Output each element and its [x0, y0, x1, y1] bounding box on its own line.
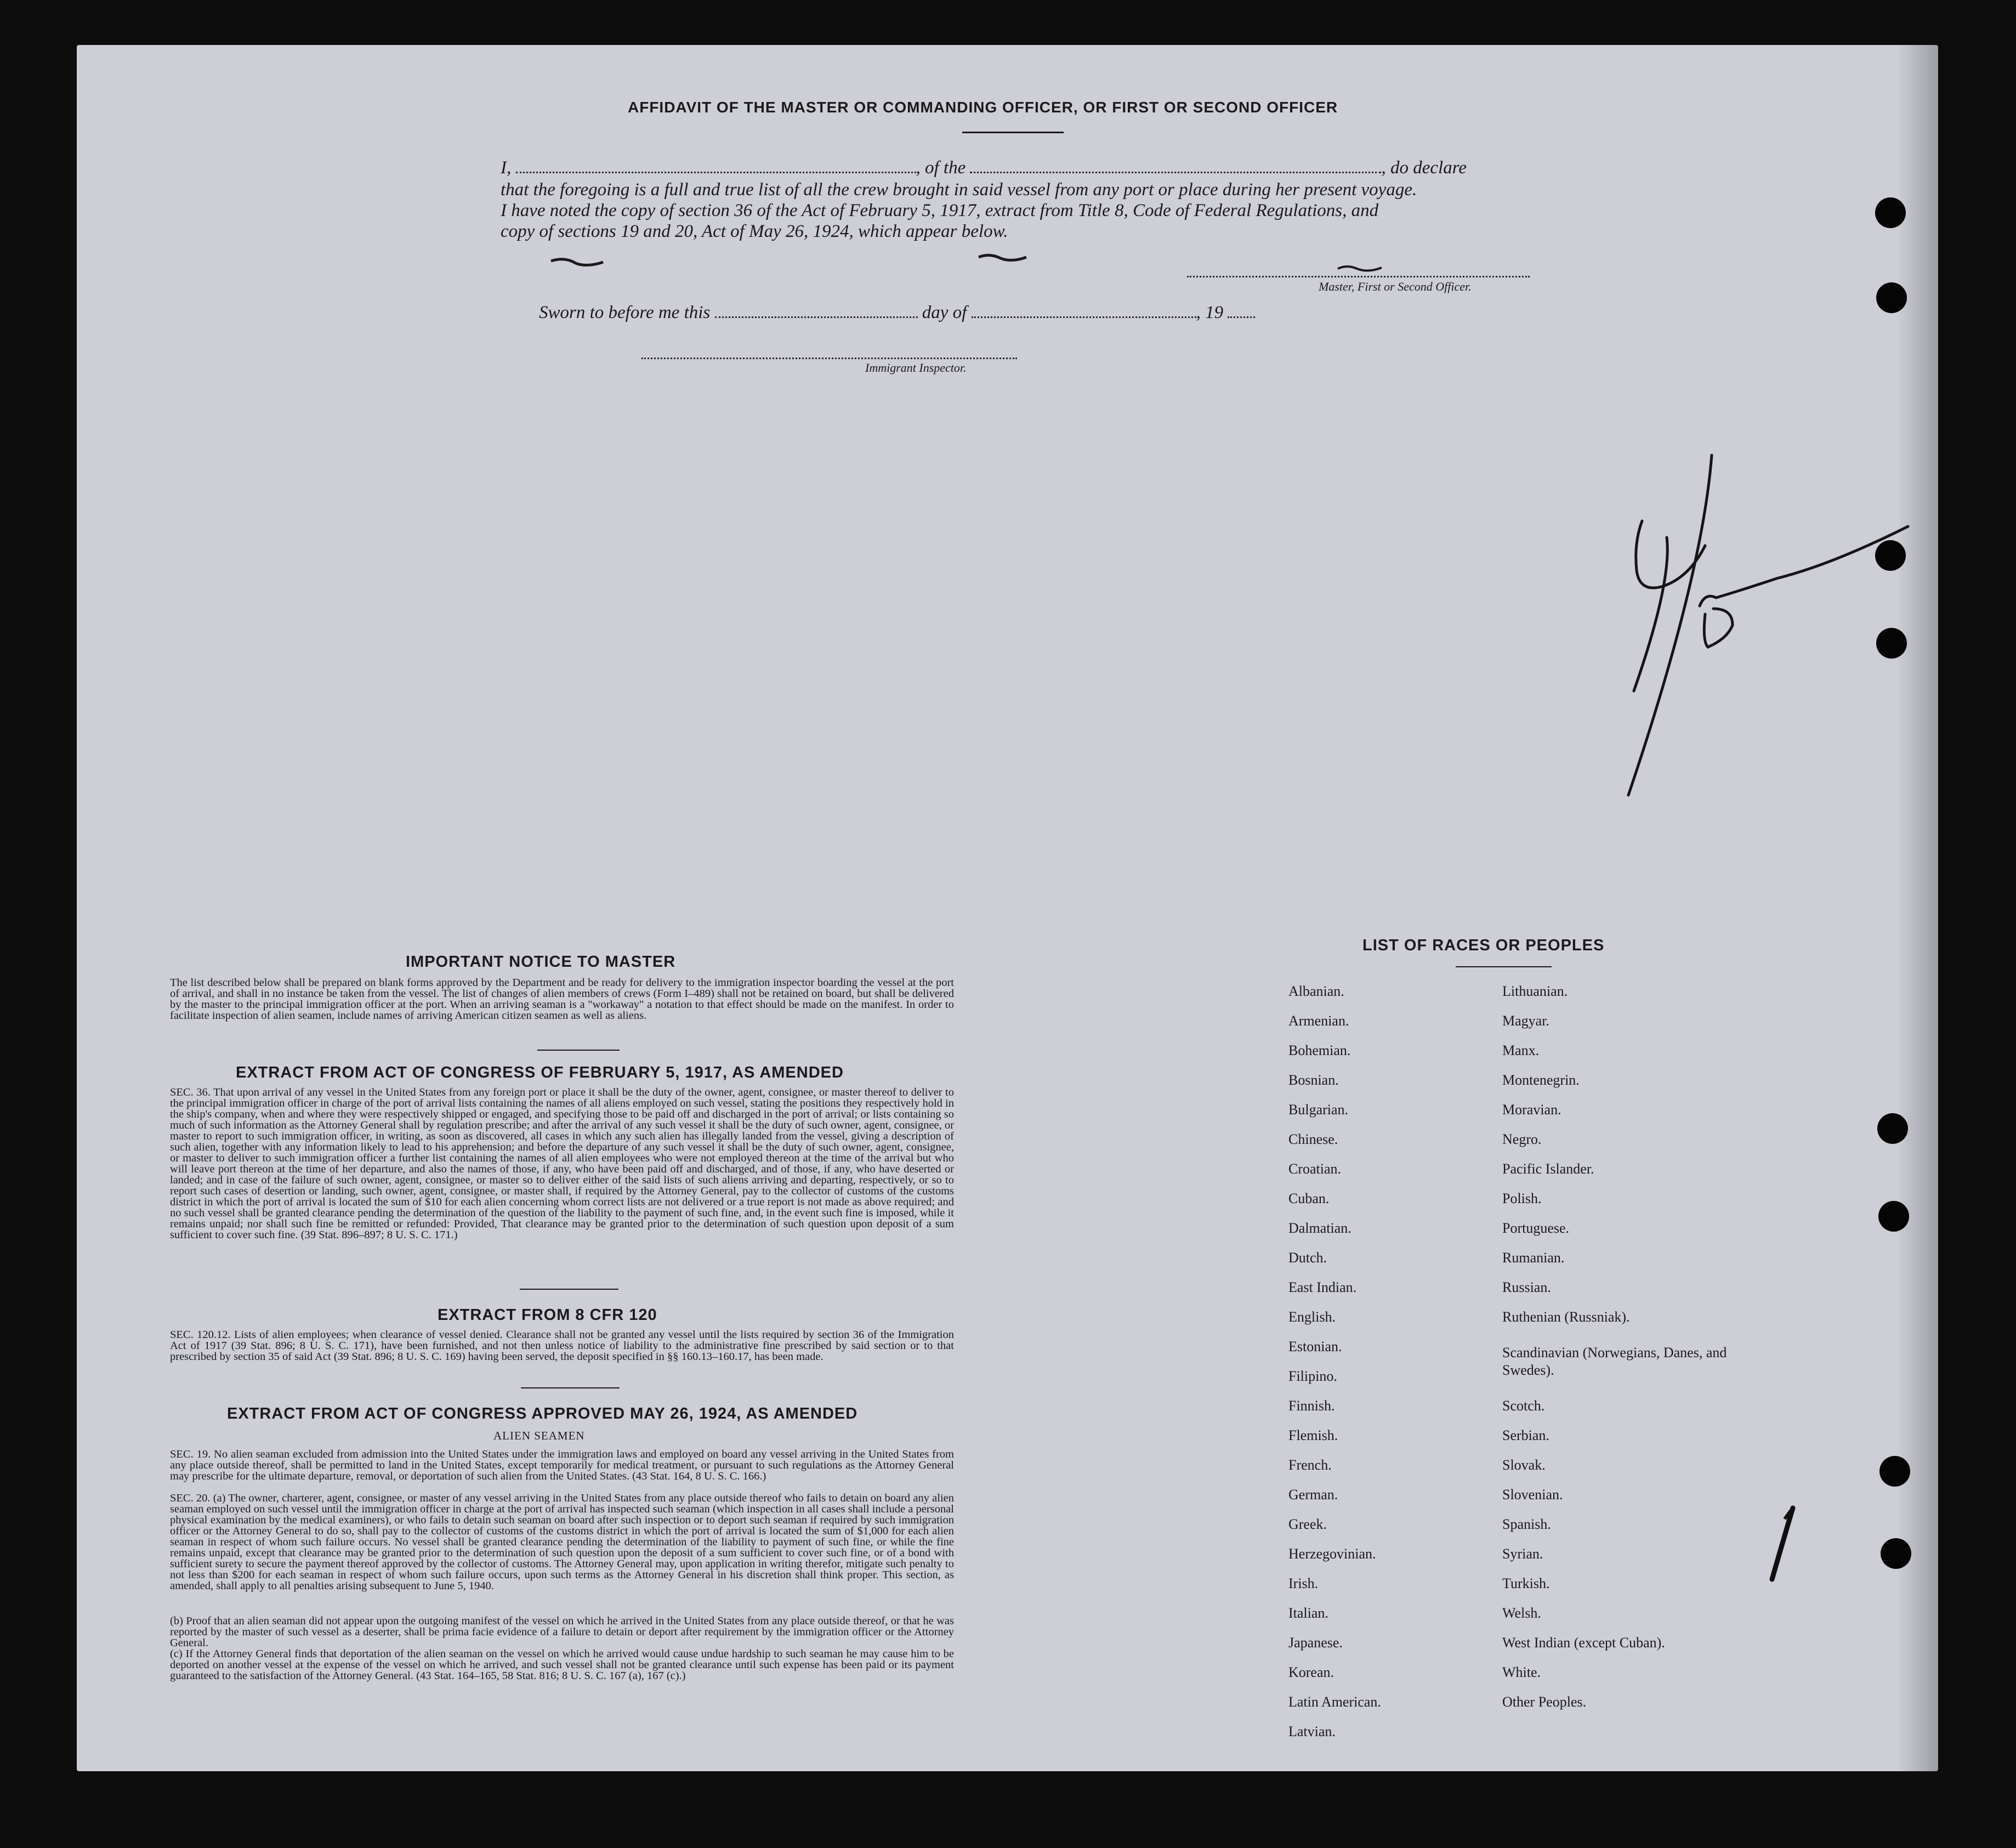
- race-item: White.: [1502, 1664, 1541, 1680]
- affidavit-of-the: , of the: [916, 158, 966, 178]
- section-19: SEC. 19. No alien seaman excluded from admission into the United States under the immigration laws and employed on board any vessel arriving in the United States from any place outside thereof, shall be permitted to land in the United States, except temporarily for medical treatment, or pursuant to such regulations as the Attorney General may prescribe for the ultimate departure, removal, or deportation of such alien from the United States. (43 Stat. 164, 8 U. S. C. 166.): [170, 1448, 954, 1482]
- punch-hole: [1877, 1113, 1908, 1144]
- alien-seamen-subtitle: ALIEN SEAMEN: [493, 1429, 585, 1442]
- race-item: Finnish.: [1288, 1398, 1335, 1414]
- race-item: Latin American.: [1288, 1694, 1381, 1710]
- affidavit-line-2: that the foregoing is a full and true list of all the crew brought in said vessel from any port or place during her present voyage.: [501, 180, 1417, 200]
- master-signature-line: [1187, 276, 1530, 277]
- race-item: Bosnian.: [1288, 1072, 1339, 1088]
- affidavit-line-4: copy of sections 19 and 20, Act of May 26, 1924, which appear below.: [501, 222, 1008, 241]
- extract-cfr-body: SEC. 120.12. Lists of alien employees; when clearance of vessel denied. Clearance shall not be granted any vessel until the lists required by section 36 of the Immigration Act of 1917 (39 Stat. 896; 8 U. S. C. 171), have been furnished, and not then unless notice of liability to the administrative fine prescribed by said section or to that prescribed by section 35 of said Act (39 Stat. 896; 8 U. S. C. 169) having been served, the deposit specified in §§ 160.13–160.17, has been made.: [170, 1329, 954, 1363]
- race-item: Filipino.: [1288, 1368, 1337, 1384]
- affidavit-line-1: [501, 158, 1531, 178]
- section-20a: SEC. 20. (a) The owner, charterer, agent, consignee, or master of any vessel arriving in the United States from any place outside thereof who fails to detain on board any alien seaman employed on such vessel until the immigration officer in charge at the port of arrival has inspected such seaman (which inspection in all cases shall include a personal physical examination by the medical examiners), or who fails to detain such seaman on board after such inspection or to deport such seaman if required by such immigration officer or the Attorney General to do so, shall pay to the collector of customs of the customs district in which the port of arrival is located the sum of $1,000 for each alien seaman in respect of whom such failure occurs. No vessel shall be granted clearance pending the determination of the liability to payment of such fine, or while the fine remains unpaid, except that clearance may be granted prior to the determination of such question upon the deposit of a sum sufficient to cover such fine, or of a bond with sufficient surety to secure the payment thereof approved by the collector of customs. The Attorney General may, upon application in writing therefor, mitigate such penalty to not less than $200 for each seaman in respect of whom such failure occurs, upon such terms as the Attorney General in his discretion shall think proper. This section, as amended, shall apply to all penalties arising subsequent to June 5, 1940.: [170, 1492, 954, 1592]
- punch-hole: [1876, 282, 1907, 313]
- race-item: Turkish.: [1502, 1575, 1550, 1591]
- sworn-text: Sworn to before me this: [539, 303, 711, 322]
- race-item: Estonian.: [1288, 1339, 1342, 1354]
- vessel-blank: [970, 172, 1381, 173]
- handwritten-tick: [976, 250, 1031, 266]
- affidavit-declare: , do declare: [1381, 158, 1467, 178]
- sworn-year: , 19: [1196, 303, 1224, 322]
- race-item: Spanish.: [1502, 1516, 1551, 1532]
- sworn-line: [539, 303, 1255, 323]
- race-item: Other Peoples.: [1502, 1694, 1587, 1710]
- race-item: Bulgarian.: [1288, 1102, 1349, 1118]
- race-item: Croatian.: [1288, 1161, 1342, 1177]
- race-item: Scandinavian (Norwegians, Danes, and Swedes).: [1502, 1345, 1727, 1378]
- race-item: Manx.: [1502, 1042, 1540, 1058]
- race-item: Dalmatian.: [1288, 1220, 1351, 1236]
- section-20b: (b) Proof that an alien seaman did not appear upon the outgoing manifest of the vessel on which he arrived in the United States from any place outside thereof, or that he was reported by the master of such vessel as a deserter, shall be prima facie evidence of a failure to detain or deport after requirement by the immigration officer or the Attorney General.: [170, 1615, 954, 1649]
- extract-1924-title: EXTRACT FROM ACT OF CONGRESS APPROVED MAY 26, 1924, AS AMENDED: [227, 1405, 858, 1422]
- race-item: Bohemian.: [1288, 1042, 1351, 1058]
- affidavit-i: I,: [501, 158, 512, 178]
- race-item: Polish.: [1502, 1191, 1542, 1206]
- extract-1917-body: SEC. 36. That upon arrival of any vessel in the United States from any foreign port or place it shall be the duty of the owner, agent, consignee, or master thereof to deliver to the principal immigration officer in charge of the port of arrival lists containing the names of all aliens employed on such vessel, stating the positions they respectively hold in the ship's company, when and where they were respectively shipped or engaged, and specifying those to be paid off and discharged in the port of arrival; or lists containing so much of such information as the Attorney General shall by regulation prescribe; and after the arrival of any such vessel it shall be the duty of such owner, agent, consignee, or master to report to such immigration officer, in writing, as soon as discovered, all cases in which any such alien has illegally landed from the vessel, giving a description of such alien, together with any information likely to lead to his apprehension; and before the departure of any such vessel it shall be the duty of such owner, agent, consignee, or master to deliver to such immigration officer a further list containing the names of all alien employees who were not employed thereon at the time of the arrival but who will leave port thereon at the time of her departure, and also the names of those, if any, who have been paid off and discharged, and of those, if any, who have deserted or landed; and in case of the failure of such owner, agent, consignee, or master so to deliver either of the said lists of such aliens arriving and departing, respectively, or so to report such cases of desertion or landing, such owner, agent, consignee, or master shall, if required by the Attorney General, pay to the collector of customs of the customs district in which the port of arrival is located the sum of $10 for each alien concerning whom correct lists are not delivered or a true report is not made as above required; and no such vessel shall be granted clearance pending the determination of the question of the liability to the payment of such fine, and, in the event such fine is imposed, while it remains unpaid; nor shall such fine be remitted or refunded: Provided, That clearance may be granted prior to the determination of such question upon deposit of a sum sufficient to cover such fine. (39 Stat. 896–897; 8 U. S. C. 171.): [170, 1086, 954, 1241]
- inspector-signature-line: [641, 358, 1017, 359]
- race-item: East Indian.: [1288, 1279, 1357, 1295]
- race-item: Welsh.: [1502, 1605, 1541, 1621]
- races-title: LIST OF RACES OR PEOPLES: [1362, 937, 1605, 954]
- extract-cfr-title: EXTRACT FROM 8 CFR 120: [438, 1306, 657, 1324]
- race-item: Herzegovinian.: [1288, 1546, 1376, 1562]
- race-item: Scotch.: [1502, 1398, 1545, 1414]
- divider: [537, 1050, 620, 1051]
- affidavit-title: AFFIDAVIT OF THE MASTER OR COMMANDING OFFICER, OR FIRST OR SECOND OFFICER: [628, 99, 1338, 116]
- race-item: Russian.: [1502, 1279, 1551, 1295]
- race-item: Greek.: [1288, 1516, 1327, 1532]
- affidavit-line-3: I have noted the copy of section 36 of the Act of February 5, 1917, extract from Title 8, Code of Federal Regulations, and: [501, 201, 1379, 220]
- divider: [520, 1289, 618, 1290]
- race-item: German.: [1288, 1487, 1338, 1503]
- race-item: Dutch.: [1288, 1250, 1327, 1266]
- races-column-2: [1502, 983, 1744, 1724]
- race-item: Magyar.: [1502, 1013, 1549, 1029]
- race-item: Moravian.: [1502, 1102, 1561, 1118]
- races-column-1: [1288, 983, 1486, 1753]
- race-item: Irish.: [1288, 1575, 1319, 1591]
- race-item: Negro.: [1502, 1131, 1542, 1147]
- race-item: Syrian.: [1502, 1546, 1543, 1562]
- sworn-year-blank: [1228, 316, 1255, 318]
- race-item: Slovak.: [1502, 1457, 1546, 1473]
- race-item: Serbian.: [1502, 1427, 1549, 1443]
- race-item: Armenian.: [1288, 1013, 1349, 1029]
- handwritten-tick: [548, 253, 609, 270]
- race-item: Slovenian.: [1502, 1487, 1563, 1503]
- race-item: Lithuanian.: [1502, 983, 1568, 999]
- divider: [962, 132, 1064, 133]
- punch-hole: [1875, 197, 1906, 228]
- notice-title: IMPORTANT NOTICE TO MASTER: [406, 953, 676, 971]
- inspector-caption: Immigrant Inspector.: [865, 361, 967, 375]
- section-20c: (c) If the Attorney General finds that deportation of the alien seaman on the vessel on which he arrived would cause undue hardship to such seaman he may cause him to be deported on another vessel at the expense of the vessel on which he arrived, and such vessel shall not be granted clearance until such expense has been paid or its payment guaranteed to the satisfaction of the Attorney General. (43 Stat. 164–165, 58 Stat. 816; 8 U. S. C. 167 (a), 167 (c).): [170, 1648, 954, 1682]
- divider: [1456, 966, 1552, 967]
- race-item: French.: [1288, 1457, 1332, 1473]
- race-item: Korean.: [1288, 1664, 1334, 1680]
- handwritten-fraction: [1524, 444, 1941, 806]
- extract-1917-title: EXTRACT FROM ACT OF CONGRESS OF FEBRUARY 5, 1917, AS AMENDED: [236, 1064, 844, 1081]
- race-item: Cuban.: [1288, 1191, 1330, 1206]
- race-item: Chinese.: [1288, 1131, 1338, 1147]
- race-item: West Indian (except Cuban).: [1502, 1635, 1665, 1651]
- punch-hole: [1881, 1538, 1911, 1569]
- race-item: Ruthenian (Russniak).: [1502, 1309, 1630, 1325]
- master-caption: Master, First or Second Officer.: [1319, 280, 1472, 293]
- race-item: Latvian.: [1288, 1724, 1336, 1739]
- handwritten-page-mark: [1760, 1503, 1804, 1590]
- notice-body: The list described below shall be prepared on blank forms approved by the Department and be ready for delivery to the immigration inspector boarding the vessel at the port of arrival, and shall in no instance be taken from the vessel. The list of changes of alien members of crews (Form I–489) shall not be retained on board, but shall be delivered by the master to the principal immigration officer at the port. When an arriving seaman is a "workaway" a notation to that effect should be made on the manifest. In order to facilitate inspection of alien seamen, include names of arriving American citizen seamen as well as aliens.: [170, 977, 954, 1022]
- race-item: English.: [1288, 1309, 1336, 1325]
- race-item: Portuguese.: [1502, 1220, 1570, 1236]
- handwritten-tick: [1335, 262, 1384, 276]
- name-blank: [516, 172, 916, 173]
- sworn-date-blank: [715, 316, 918, 318]
- race-item: Japanese.: [1288, 1635, 1343, 1651]
- race-item: Pacific Islander.: [1502, 1161, 1594, 1177]
- race-item: Albanian.: [1288, 983, 1344, 999]
- race-item: Rumanian.: [1502, 1250, 1565, 1266]
- divider: [521, 1387, 620, 1388]
- sworn-day-of: day of: [922, 303, 967, 322]
- sworn-month-blank: [972, 316, 1196, 318]
- punch-hole: [1878, 1201, 1909, 1232]
- race-item: Flemish.: [1288, 1427, 1338, 1443]
- punch-hole: [1879, 1456, 1910, 1487]
- race-item: Montenegrin.: [1502, 1072, 1580, 1088]
- race-item: Italian.: [1288, 1605, 1328, 1621]
